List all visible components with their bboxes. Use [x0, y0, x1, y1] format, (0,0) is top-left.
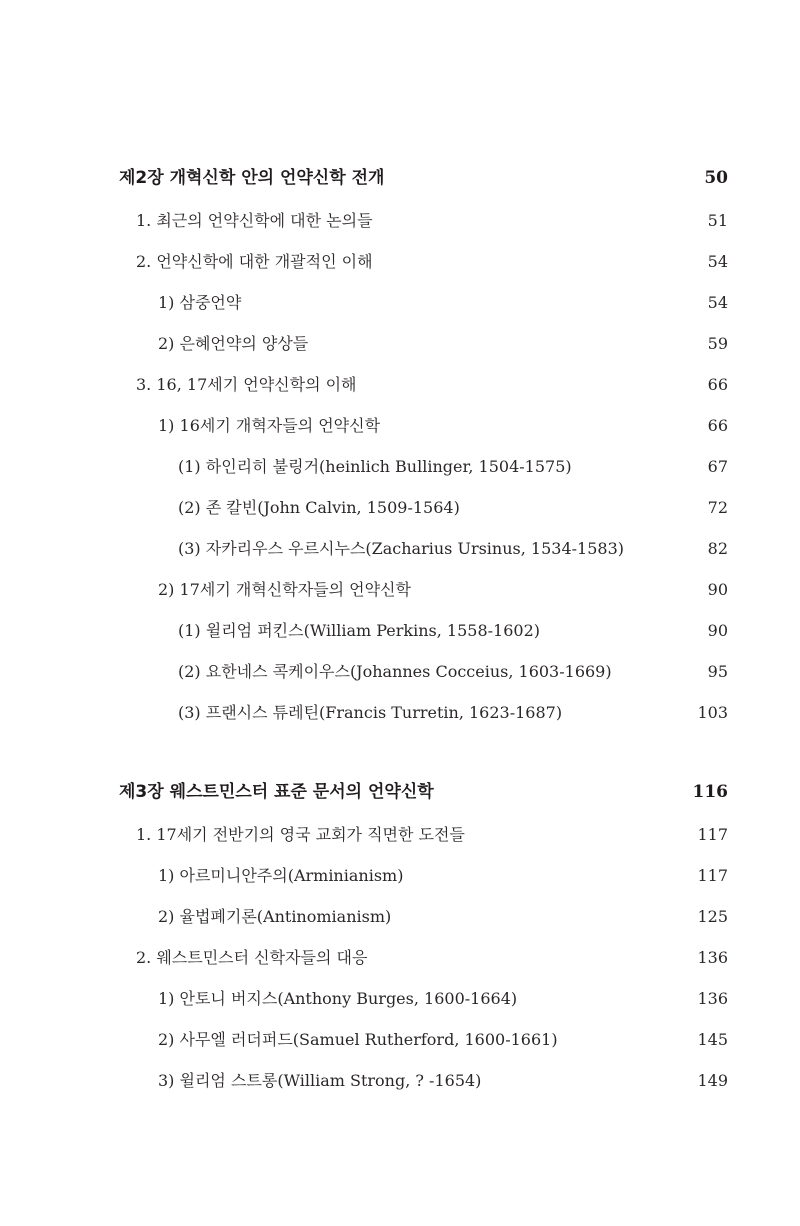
- toc-entry-page: 54: [707, 293, 728, 312]
- toc-entry-text: 2) 율법폐기론(Antinomianism): [158, 907, 392, 926]
- toc-entry-page: 95: [707, 662, 728, 681]
- toc-entry: [178, 454, 728, 477]
- toc-entry-page: 117: [697, 825, 728, 844]
- toc-entry: [158, 413, 728, 436]
- toc-entry: [136, 945, 728, 968]
- toc-entry-text: 2) 17세기 개혁신학자들의 언약신학: [158, 580, 411, 599]
- toc-entry-page: 51: [707, 211, 728, 230]
- toc-entry: [158, 1068, 728, 1091]
- toc-entry-text: 1) 아르미니안주의(Arminianism): [158, 866, 404, 885]
- toc-entry-text: 1. 17세기 전반기의 영국 교회가 직면한 도전들: [136, 825, 465, 844]
- toc-entry: [178, 618, 728, 641]
- toc-entry: [158, 986, 728, 1009]
- toc-entry-page: 103: [697, 703, 728, 722]
- chapter-heading: [119, 777, 728, 802]
- toc-entry: [136, 822, 728, 845]
- toc-entry-page: 82: [707, 539, 728, 558]
- toc-entry-page: 136: [697, 989, 728, 1008]
- chapter-page-number: 50: [704, 168, 728, 188]
- toc-entry-text: 2. 웨스트민스터 신학자들의 대응: [136, 948, 368, 967]
- toc-entry-text: (1) 하인리히 불링거(heinlich Bullinger, 1504-1575): [178, 457, 572, 476]
- toc-entry-page: 90: [707, 621, 728, 640]
- toc-entry-text: (1) 윌리엄 퍼킨스(William Perkins, 1558-1602): [178, 621, 540, 640]
- toc-entry: [158, 331, 728, 354]
- toc-entry-text: 2. 언약신학에 대한 개괄적인 이해: [136, 252, 373, 271]
- toc-entry-text: 2) 사무엘 러더퍼드(Samuel Rutherford, 1600-1661): [158, 1030, 558, 1049]
- toc-entry-text: 2) 은혜언약의 양상들: [158, 334, 309, 353]
- toc-entry-page: 66: [707, 416, 728, 435]
- toc-entry-text: 1) 삼중언약: [158, 293, 242, 312]
- toc-entry-page: 125: [697, 907, 728, 926]
- toc-entry-text: (3) 프랜시스 튜레틴(Francis Turretin, 1623-1687): [178, 703, 563, 722]
- toc-entry-text: (2) 존 칼빈(John Calvin, 1509-1564): [178, 498, 460, 517]
- toc-entry-page: 149: [697, 1071, 728, 1090]
- chapter-page-number: 116: [692, 782, 728, 802]
- toc-entry-text: 3. 16, 17세기 언약신학의 이해: [136, 375, 357, 394]
- toc-entry-text: 3) 윌리엄 스트롱(William Strong, ? -1654): [158, 1071, 482, 1090]
- toc-entry: [158, 290, 728, 313]
- toc-entry: [178, 536, 728, 559]
- toc-entry-page: 66: [707, 375, 728, 394]
- toc-entry: [178, 495, 728, 518]
- toc-entry: [178, 700, 728, 723]
- chapter-title: 제3장 웨스트민스터 표준 문서의 언약신학: [119, 782, 434, 802]
- toc-entry: [158, 863, 728, 886]
- toc-entry-page: 54: [707, 252, 728, 271]
- toc-entry-text: (3) 자카리우스 우르시누스(Zacharius Ursinus, 1534-1583): [178, 539, 625, 558]
- toc-entry: [158, 577, 728, 600]
- toc-entry-page: 90: [707, 580, 728, 599]
- toc-entry-text: 1. 최근의 언약신학에 대한 논의들: [136, 211, 373, 230]
- toc-entry-page: 136: [697, 948, 728, 967]
- chapter-heading: [119, 163, 728, 188]
- toc-entry-page: 145: [697, 1030, 728, 1049]
- toc-entry-page: 117: [697, 866, 728, 885]
- toc-entry: [158, 904, 728, 927]
- toc-entry: [178, 659, 728, 682]
- toc-entry-text: 1) 16세기 개혁자들의 언약신학: [158, 416, 381, 435]
- chapter-title: 제2장 개혁신학 안의 언약신학 전개: [119, 168, 385, 188]
- toc-entry-page: 72: [707, 498, 728, 517]
- toc-entry: [136, 208, 728, 231]
- toc-entry-text: (2) 요한네스 콕케이우스(Johannes Cocceius, 1603-1669): [178, 662, 612, 681]
- toc-entry-page: 59: [707, 334, 728, 353]
- toc-entry-page: 67: [707, 457, 728, 476]
- toc-entry-text: 1) 안토니 버지스(Anthony Burges, 1600-1664): [158, 989, 518, 1008]
- toc-entry: [136, 372, 728, 395]
- toc-entry: [158, 1027, 728, 1050]
- toc-entry: [136, 249, 728, 272]
